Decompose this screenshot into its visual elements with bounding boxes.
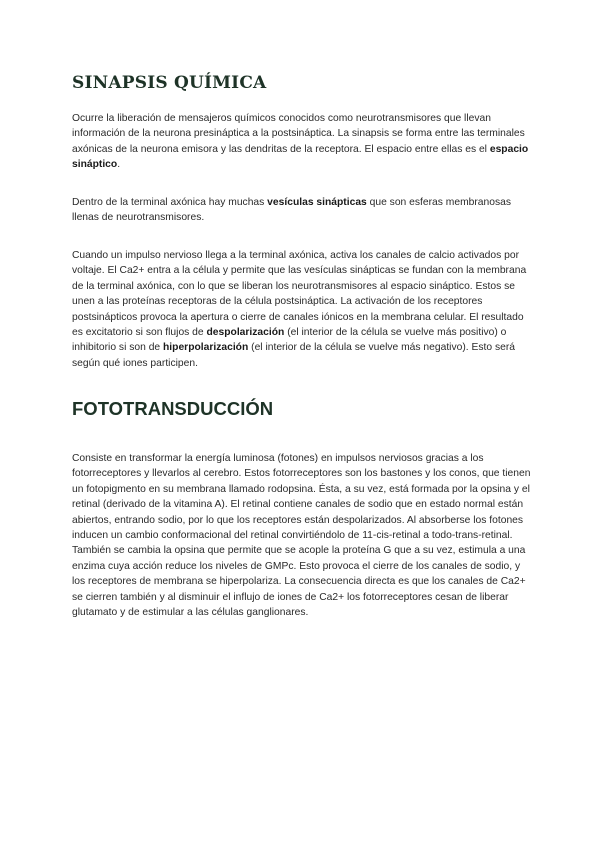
paragraph-text: Dentro de la terminal axónica hay muchas	[72, 197, 268, 208]
paragraph-text: Ocurre la liberación de mensajeros químicos conocidos como neurotransmisores que llevan información de la neurona presináptica a la postsináptica. La sinapsis se forma entre las terminales axónicas de la neurona emisora y las dendritas de la receptora. El espacio entre ellas es el	[72, 113, 525, 155]
paragraph-text: .	[117, 159, 121, 171]
paragraph-text: (el interior de la célula se vuelve más negativo). Esto será según qué iones participen.	[72, 342, 515, 369]
section-title-fototransduccion: FOTOTRANSDUCCIÓN	[72, 398, 274, 419]
paragraph-fototransduccion	[72, 451, 532, 620]
paragraph-text: Cuando un impulso nervioso llega a la terminal axónica, activa los canales de calcio activados por voltaje. El Ca2+ entra a la célula y permite que las vesículas sinápticas se fundan con la membrana de la terminal axónica, con lo que se liberan los neurotransmisores al espacio sináptico. Estos se unen a las proteínas receptoras de la célula postsináptica. La activación de los receptores postsinápticos provoca la apertura o cierre de canales iónicos en la membrana celular. El resultado es excitatorio si son flujos de	[72, 250, 527, 339]
bold-term: hiperpolarización	[163, 342, 249, 354]
bold-term: vesículas sinápticas	[267, 197, 367, 208]
bold-term: espacio sináptico	[72, 143, 529, 171]
bold-term: despolarización	[206, 327, 285, 339]
paragraph-text: Consiste en transformar la energía luminosa (fotones) en impulsos nerviosos gracias a los fotorreceptores y llevarlos al cerebro. Estos fotorreceptores son los bastones y los conos, que tienen un fotopigmento en su membrana llamado rodopsina. Ésta, a su vez, está formada por la opsina y el retinal (derivado de la vitamina A). El retinal contiene canales de sodio que en estado normal están abiertos, entrando sodio, por lo que los receptores están despolarizados. Al absorberse los fotones inducen un cambio conformacional del retinal convirtiéndolo de 11-cis-retinal a todo-trans-retinal. También se cambia la opsina que permite que se acople la proteína G que a su vez, estimula a una enzima cuya acción reduce los niveles de GMPc. Esto provoca el cierre de los canales de sodio, y los receptores de membrana se hiperpolariza. La consecuencia directa es que los canales de Ca2+ se cierren también y al disminuir el influjo de iones de Ca2+ los fotorreceptores cesan de liberar glutamato y de estimular a las células ganglionares.	[72, 453, 531, 619]
paragraph-impulso	[72, 248, 532, 371]
section-title-sinapsis: SINAPSIS QUÍMICA	[72, 73, 267, 93]
paragraph-sinapsis-intro	[72, 111, 532, 173]
paragraph-vesiculas	[72, 195, 532, 226]
paragraph-text: que son esferas membranosas llenas de neurotransmisores.	[72, 197, 512, 224]
paragraph-text: (el interior de la célula se vuelve más positivo) o inhibitorio si son de	[72, 327, 507, 354]
